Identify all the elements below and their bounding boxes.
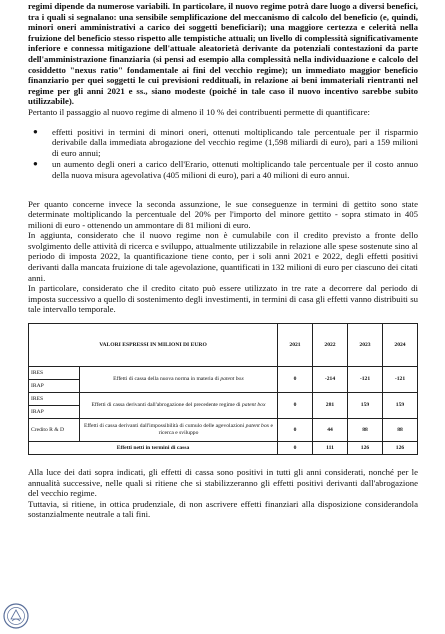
paragraph-quantify-intro: Pertanto il passaggio al nuovo regime di almeno il 10 % dei contribuenti permette di quantificare: (28, 106, 370, 117)
tax-label: IRAP (29, 380, 80, 393)
total-label: Effetti netti in termini di cassa (29, 442, 278, 455)
tax-label: IRES (29, 367, 80, 380)
tax-label: Credito R & D (29, 419, 80, 442)
paragraph-second-assumption: Per quanto concerne invece la seconda assunzione, le sue conseguenze in termini di gettito sono state determinate moltiplicando la percentuale del 20% per l'importo del minore gettito - sopra stimato in 405 milioni di euro - ottenendo un ammontare di 81 milioni di euro. (28, 198, 418, 230)
table-cell: 0 (278, 419, 313, 442)
paragraph-rd-credit: In aggiunta, considerato che il nuovo regime non è cumulabile con il credito previsto a fronte dello svolgimento delle attività di ricerca e sviluppo, attualmente utilizzabile in relazione alle spese sostenute sino al periodo di imposta 2022, la quantificazione tiene conto, per i soli anni 2021 e 2022, degli effetti positivi derivanti dalla mancata fruizione di tale agevolazione, quantificati in 132 milioni di euro per ciascuno dei citati anni. (28, 230, 418, 283)
table-header-label: VALORI ESPRESSI IN MILIONI DI EURO (29, 324, 278, 367)
document-page (28, 1, 418, 520)
table-cell: 88 (348, 419, 383, 442)
table-cell: -214 (313, 367, 348, 393)
table-total-row (29, 442, 418, 455)
year-header: 2022 (313, 324, 348, 367)
paragraph-conclusion: Alla luce dei dati sopra indicati, gli effetti di cassa sono positivi in tutti gli anni considerati, nonché per le annualità successive, nelle quali si ritiene che si stabilizzeranno gli effetti positivi derivanti dall'abrogazione del vecchio regime. (28, 467, 418, 499)
table-cell: -121 (348, 367, 383, 393)
bullet-list (28, 127, 418, 181)
table-cell: 44 (313, 419, 348, 442)
table-cell: 281 (313, 393, 348, 419)
list-item: ● un aumento degli oneri a carico dell'Erario, ottenuti moltiplicando tale percentuale per il costo annuo della nuova misura agevolativa (405 milioni di euro), pari a 40 milioni di euro annui. (33, 159, 418, 180)
table-row (29, 367, 418, 380)
seal-icon (3, 603, 29, 629)
table-cell: 0 (278, 442, 313, 455)
table-cell: 126 (348, 442, 383, 455)
effect-description: Effetti di cassa della nuova norma in materia di patent box (80, 367, 278, 393)
table-cell: 111 (313, 442, 348, 455)
table-cell: 88 (383, 419, 418, 442)
table-cell: -121 (383, 367, 418, 393)
table-cell: 126 (383, 442, 418, 455)
tax-label: IRAP (29, 406, 80, 419)
year-header: 2023 (348, 324, 383, 367)
paragraph-benefits: regimi dipende da numerose variabili. In particolare, il nuovo regime potrà dare luogo a diversi benefici, tra i quali si segnalano: una sensibile semplificazione del meccanismo di calcolo del beneficio (e, quindi, minori oneri amministrativi a carico dei soggetti beneficiari); una maggiore certezza e celerità nella fruizione del beneficio stesso rispetto alle tempistiche attuali; un livello di complessità significativamente inferiore e connessa mitigazione dell'attuale aleatorietà derivante da potenziali contestazioni da parte dell'amministrazione finanziaria (si pensi ad esempio alla complessità nella individuazione e calcolo del cosiddetto "nexus ratio" fondamentale ai fini del vecchio regime); un immediato maggior beneficio finanziario per quei soggetti le cui previsioni reddituali, in relazione ai beni immateriali rientranti nel regime per gli anni 2021 e ss., siano modeste (poiché in tale caso il nuovo incentivo sarebbe subito utilizzabile). (28, 1, 418, 107)
effect-description: Effetti di cassa derivanti dall'abrogazione del precedente regime di patent box (80, 393, 278, 419)
paragraph-prudential: Tuttavia, si ritiene, in ottica prudenziale, di non ascrivere effetti finanziari alla disposizione considerandola sostanzialmente neutrale a tali fini. (28, 498, 418, 520)
table-cell: 159 (383, 393, 418, 419)
table-row (29, 419, 418, 442)
year-header: 2024 (383, 324, 418, 367)
table-cell: 0 (278, 393, 313, 419)
table-row (29, 393, 418, 406)
effect-description: Effetti di cassa derivanti dall'impossibilità di cumulo delle agevolazioni patent box e ricerca e sviluppo (80, 419, 278, 442)
bullet-icon: ● (33, 126, 38, 136)
table-cell: 0 (278, 367, 313, 393)
bullet-icon: ● (33, 159, 38, 169)
tax-label: IRES (29, 393, 80, 406)
table-header-row (29, 324, 418, 367)
list-item: ● effetti positivi in termini di minori oneri, ottenuti moltiplicando tale percentuale per il risparmio derivabile dalla immediata abrogazione del vecchio regime (1,598 miliardi di euro), pari a 159 milioni di euro annui; (33, 126, 418, 158)
table-cell: 159 (348, 393, 383, 419)
effects-table (28, 323, 418, 455)
paragraph-installments: In particolare, considerato che il credito citato può essere utilizzato in tre rate a decorrere dal periodo di imposta successivo a quello di sostenimento degli investimenti, in termini di casa gli effetti vanno distribuiti su tale intervallo temporale. (28, 283, 418, 315)
year-header: 2021 (278, 324, 313, 367)
